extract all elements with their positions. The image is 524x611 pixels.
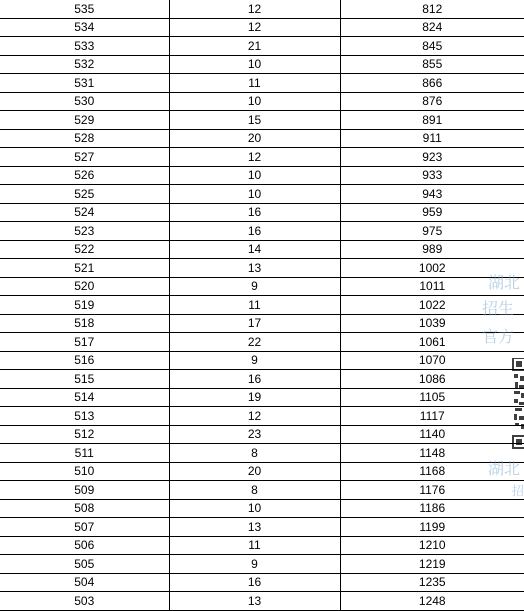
- cumulative-cell: 1235: [340, 573, 524, 592]
- table-row: [0, 92, 524, 111]
- score-cell: 527: [0, 148, 169, 167]
- count-cell: 9: [169, 555, 340, 574]
- table-row: [0, 129, 524, 148]
- count-cell: 13: [169, 518, 340, 537]
- cumulative-cell: 911: [340, 129, 524, 148]
- table-row: [0, 333, 524, 352]
- table-row: [0, 185, 524, 204]
- score-cell: 512: [0, 425, 169, 444]
- cumulative-cell: 1117: [340, 407, 524, 426]
- score-cell: 503: [0, 592, 169, 611]
- table-row: [0, 481, 524, 500]
- count-cell: 10: [169, 166, 340, 185]
- count-cell: 10: [169, 185, 340, 204]
- cumulative-cell: 1148: [340, 444, 524, 463]
- score-cell: 526: [0, 166, 169, 185]
- table-row: [0, 573, 524, 592]
- score-cell: 521: [0, 259, 169, 278]
- score-cell: 535: [0, 0, 169, 18]
- count-cell: 22: [169, 333, 340, 352]
- score-cell: 513: [0, 407, 169, 426]
- table-row: [0, 499, 524, 518]
- cumulative-cell: 855: [340, 55, 524, 74]
- cumulative-cell: 1011: [340, 277, 524, 296]
- cumulative-cell: 1070: [340, 351, 524, 370]
- cumulative-cell: 1248: [340, 592, 524, 611]
- table-row: [0, 277, 524, 296]
- table-row: [0, 0, 524, 18]
- score-cell: 529: [0, 111, 169, 130]
- cumulative-cell: 1176: [340, 481, 524, 500]
- count-cell: 11: [169, 536, 340, 555]
- score-cell: 531: [0, 74, 169, 93]
- count-cell: 16: [169, 222, 340, 241]
- count-cell: 13: [169, 592, 340, 611]
- count-cell: 10: [169, 499, 340, 518]
- cumulative-cell: 812: [340, 0, 524, 18]
- score-cell: 504: [0, 573, 169, 592]
- watermark-text-line: 官方: [482, 327, 515, 346]
- table-row: [0, 462, 524, 481]
- score-cell: 532: [0, 55, 169, 74]
- count-cell: 9: [169, 351, 340, 370]
- cumulative-cell: 923: [340, 148, 524, 167]
- cumulative-cell: 1002: [340, 259, 524, 278]
- table-row: [0, 166, 524, 185]
- cumulative-cell: 959: [340, 203, 524, 222]
- score-cell: 524: [0, 203, 169, 222]
- table-row: [0, 370, 524, 389]
- count-cell: 16: [169, 573, 340, 592]
- count-cell: 12: [169, 407, 340, 426]
- count-cell: 17: [169, 314, 340, 333]
- watermark-text-line: 招: [512, 484, 524, 498]
- table-row: [0, 37, 524, 56]
- score-cell: 505: [0, 555, 169, 574]
- cumulative-cell: 1039: [340, 314, 524, 333]
- count-cell: 13: [169, 259, 340, 278]
- count-cell: 16: [169, 370, 340, 389]
- count-cell: 9: [169, 277, 340, 296]
- score-cell: 517: [0, 333, 169, 352]
- count-cell: 20: [169, 129, 340, 148]
- table-row: [0, 518, 524, 537]
- score-cell: 506: [0, 536, 169, 555]
- cumulative-cell: 876: [340, 92, 524, 111]
- count-cell: 21: [169, 37, 340, 56]
- count-cell: 23: [169, 425, 340, 444]
- table-row: [0, 592, 524, 611]
- score-cell: 515: [0, 370, 169, 389]
- count-cell: 19: [169, 388, 340, 407]
- score-cell: 522: [0, 240, 169, 259]
- cumulative-cell: 1086: [340, 370, 524, 389]
- cumulative-cell: 933: [340, 166, 524, 185]
- score-cell: 508: [0, 499, 169, 518]
- cumulative-cell: 1022: [340, 296, 524, 315]
- score-cell: 534: [0, 18, 169, 37]
- count-cell: 8: [169, 444, 340, 463]
- score-cell: 511: [0, 444, 169, 463]
- table-row: [0, 388, 524, 407]
- cumulative-cell: 1186: [340, 499, 524, 518]
- count-cell: 16: [169, 203, 340, 222]
- cumulative-cell: 824: [340, 18, 524, 37]
- table-row: [0, 351, 524, 370]
- score-cell: 530: [0, 92, 169, 111]
- cumulative-cell: 866: [340, 74, 524, 93]
- cumulative-cell: 943: [340, 185, 524, 204]
- score-cell: 520: [0, 277, 169, 296]
- count-cell: 12: [169, 148, 340, 167]
- table-row: [0, 536, 524, 555]
- count-cell: 11: [169, 74, 340, 93]
- table-row: [0, 74, 524, 93]
- watermark-text-line: 湖北: [488, 273, 521, 292]
- cumulative-cell: 845: [340, 37, 524, 56]
- table-row: [0, 444, 524, 463]
- score-cell: 518: [0, 314, 169, 333]
- table-row: [0, 555, 524, 574]
- count-cell: 15: [169, 111, 340, 130]
- cumulative-cell: 1219: [340, 555, 524, 574]
- table-row: [0, 296, 524, 315]
- count-cell: 14: [169, 240, 340, 259]
- cumulative-cell: 1140: [340, 425, 524, 444]
- table-row: [0, 407, 524, 426]
- count-cell: 8: [169, 481, 340, 500]
- table-row: [0, 425, 524, 444]
- table-row: [0, 203, 524, 222]
- cumulative-cell: 1168: [340, 462, 524, 481]
- cumulative-cell: 1105: [340, 388, 524, 407]
- table-row: [0, 18, 524, 37]
- score-cell: 528: [0, 129, 169, 148]
- cumulative-cell: 1061: [340, 333, 524, 352]
- count-cell: 11: [169, 296, 340, 315]
- table-row: [0, 148, 524, 167]
- score-cell: 523: [0, 222, 169, 241]
- cumulative-cell: 989: [340, 240, 524, 259]
- score-cell: 509: [0, 481, 169, 500]
- cumulative-cell: 891: [340, 111, 524, 130]
- score-cell: 507: [0, 518, 169, 537]
- count-cell: 10: [169, 55, 340, 74]
- table-row: [0, 55, 524, 74]
- table-row: [0, 222, 524, 241]
- count-cell: 20: [169, 462, 340, 481]
- cumulative-cell: 1210: [340, 536, 524, 555]
- score-cell: 525: [0, 185, 169, 204]
- cumulative-cell: 975: [340, 222, 524, 241]
- count-cell: 12: [169, 18, 340, 37]
- table-row: [0, 259, 524, 278]
- score-cell: 519: [0, 296, 169, 315]
- score-cell: 533: [0, 37, 169, 56]
- table-row: [0, 314, 524, 333]
- watermark-text-line: 湖北: [488, 459, 521, 478]
- cumulative-cell: 1199: [340, 518, 524, 537]
- score-cell: 514: [0, 388, 169, 407]
- table-row: [0, 111, 524, 130]
- table-row: [0, 240, 524, 259]
- score-cell: 516: [0, 351, 169, 370]
- count-cell: 10: [169, 92, 340, 111]
- watermark-text-line: 招生: [482, 299, 515, 318]
- count-cell: 12: [169, 0, 340, 18]
- score-cell: 510: [0, 462, 169, 481]
